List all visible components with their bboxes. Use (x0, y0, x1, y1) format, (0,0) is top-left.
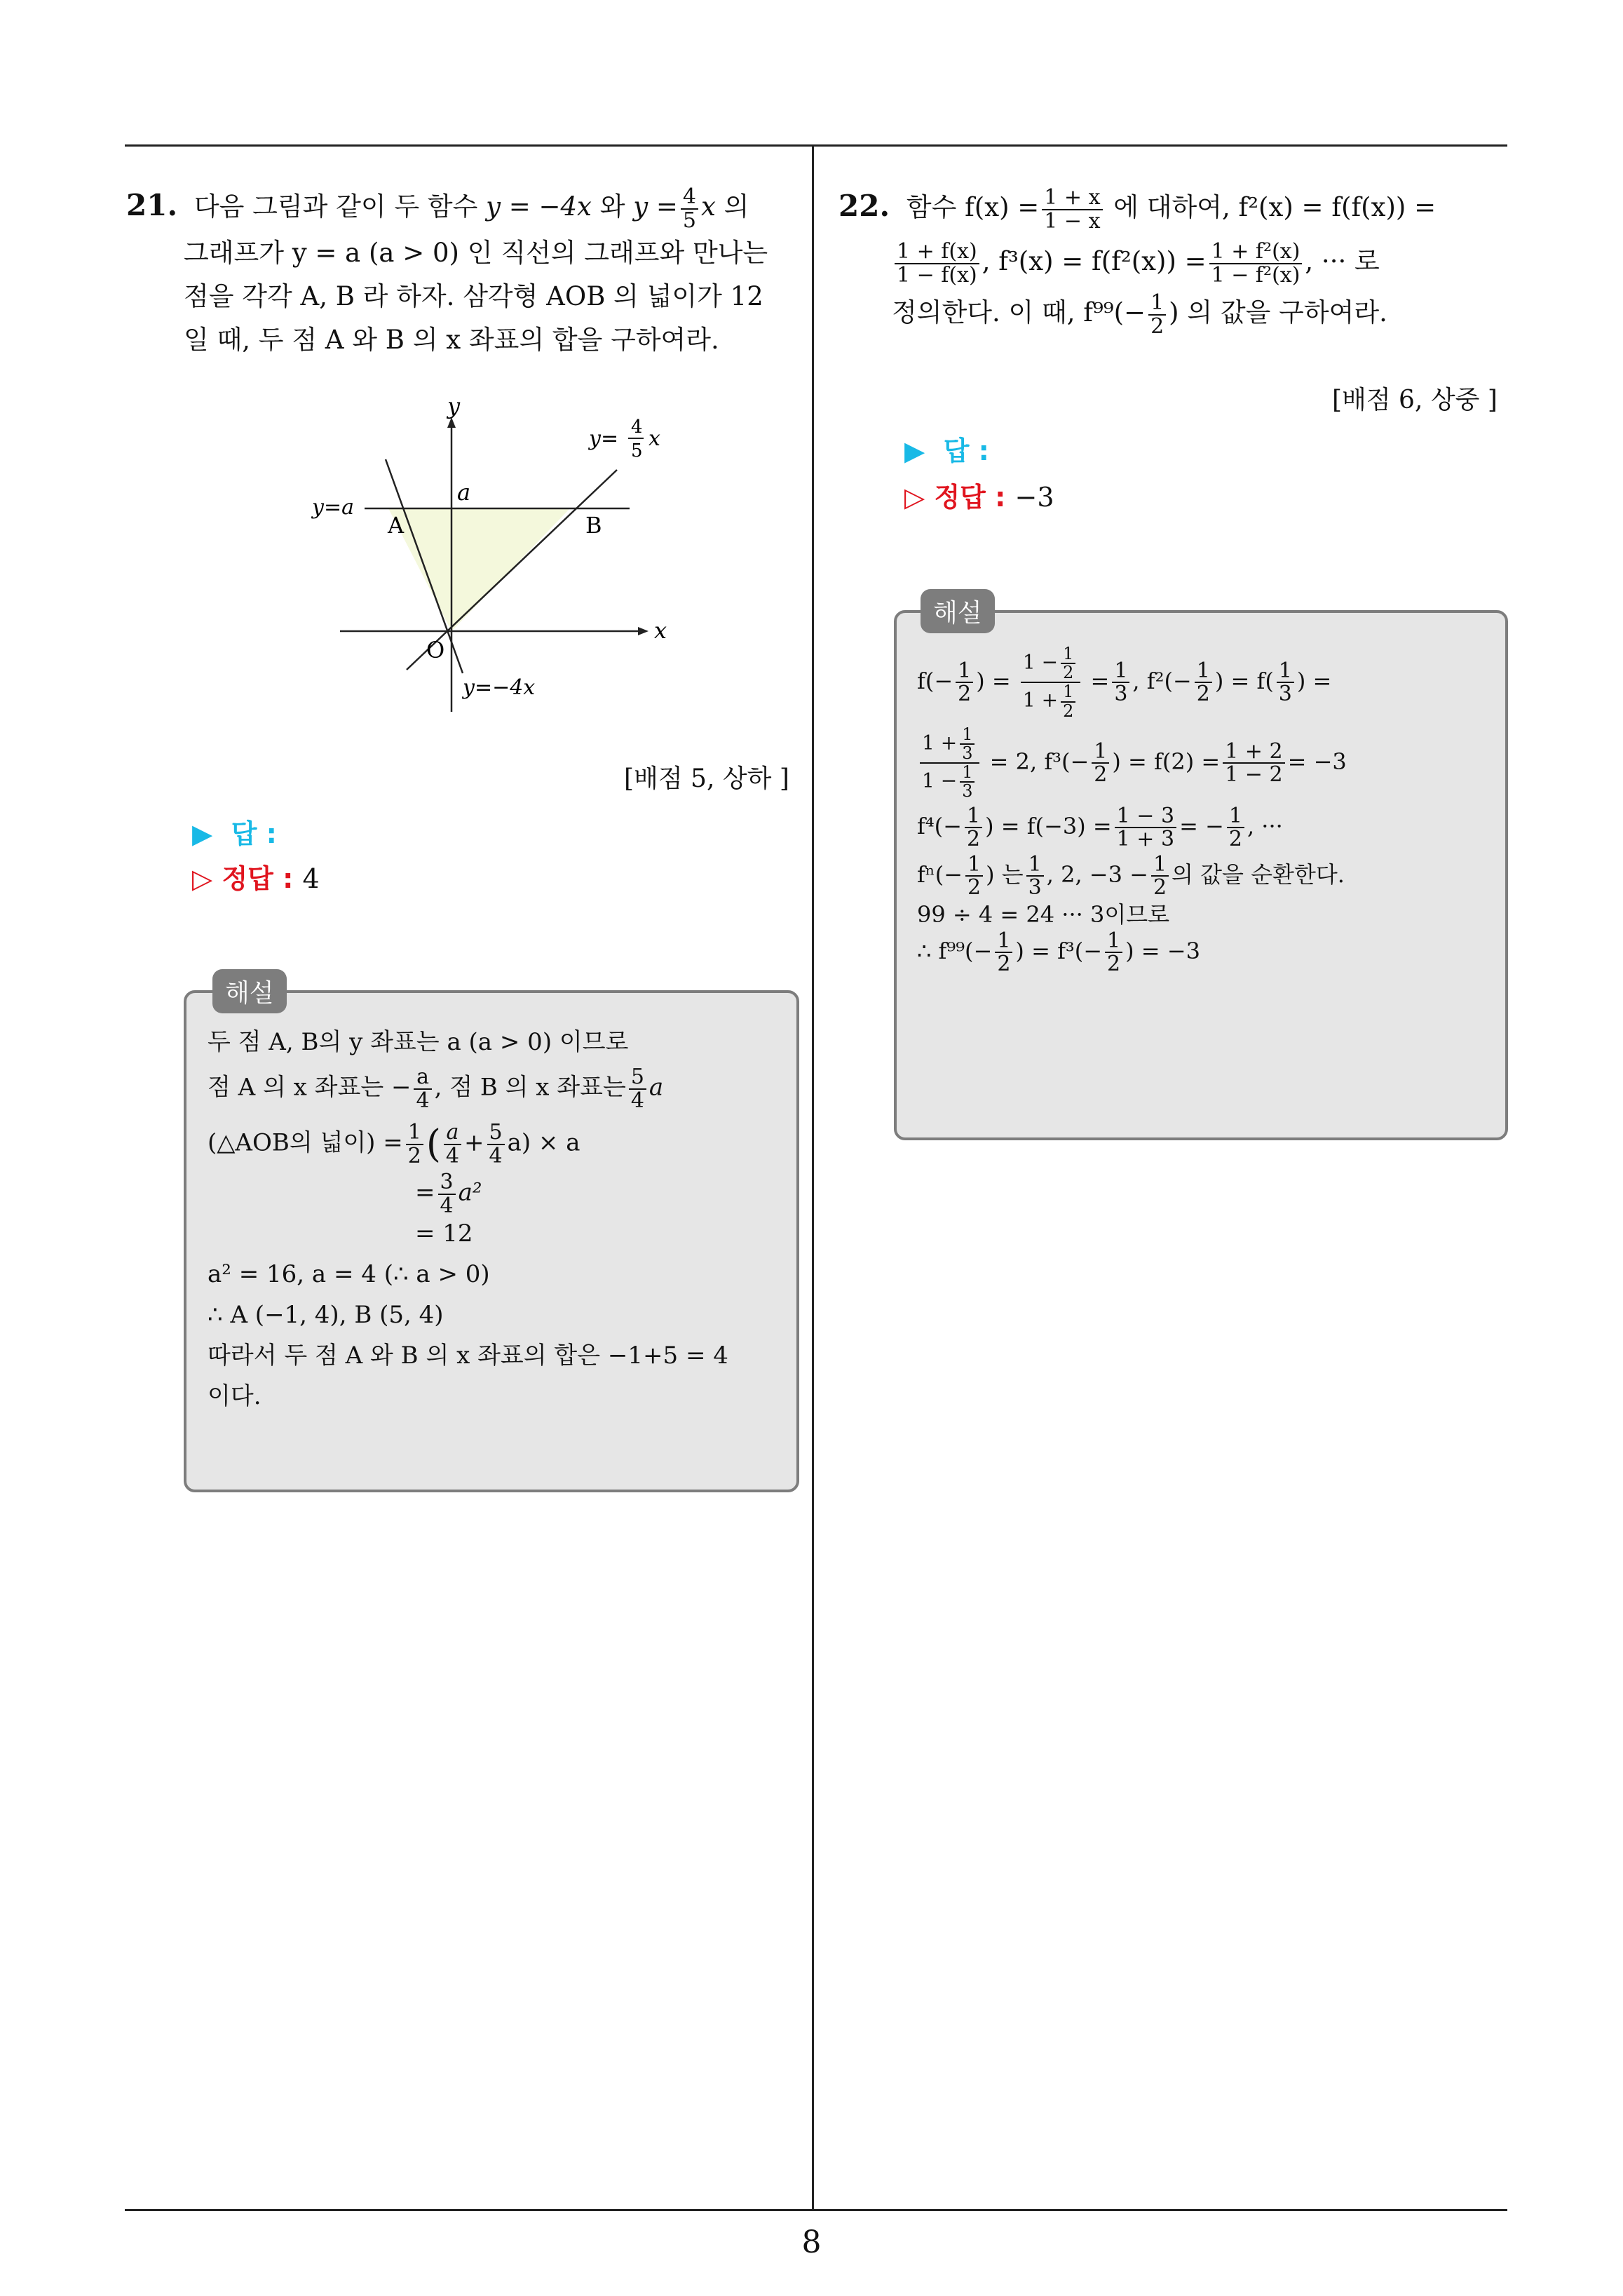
play-outline-icon: ▷ (904, 482, 925, 513)
q21-solution-tag: 해설 (212, 969, 287, 1013)
q22-text (838, 184, 1512, 337)
q21-correct-value: 4 (302, 863, 320, 894)
q22-line3: 정의한다. 이 때, f⁹⁹(− $\frac{1}{2}$ ) 의 값을 구하여라. (892, 290, 1387, 339)
q22-answer-row: ▶ 답 : (904, 435, 989, 466)
q22-correct-row: ▷ 정답 : −3 (904, 482, 1054, 513)
q21-solution-text: 두 점 A, B의 y 좌표는 a (a > 0) 이므로 점 A 의 x 좌표는 − $\frac{a}{4}$ , 점 B 의 x 좌표는 $\frac{5}{4}$ a (△AOB의 넓이) = $\frac{1}{2}$ ( $\frac{a}{4}$ + $\frac{5}{4}$ a) × a = $\frac{3}{4}$ a² = 12 a² = 16, a = 4 (∴ a > 0) ∴ A (−1, 4), B (5, 4) 따라서 두 점 A 와 B 의 x 좌표의 합은 −1+5 = 4 이다. (208, 1028, 728, 1410)
graph-line-45-label-right: x (648, 426, 660, 451)
graph-point-a: A (388, 512, 405, 539)
graph-line-45-frac-den: 5 (631, 440, 643, 461)
q22-score: [배점 6, 상중 ] (1332, 386, 1498, 414)
q21-correct-row: ▷ 정답 : 4 (192, 863, 320, 894)
page-number: 8 (801, 2224, 822, 2260)
q21-frac-4-5: $\frac{4}{5}$ (681, 186, 698, 231)
q22-line2: $\frac{1 + f(x)}{1 - f(x)}$ , f³(x) = f(f²(x)) = $\frac{\text{1 + f²(x)}}{\text{1 − f²(x)}}$ , ··· 로 (838, 239, 1512, 286)
bottom-rule (125, 2209, 1507, 2211)
q22-solution-text: f(− $\frac{1}{2}$ ) = 1 − $\frac{1}{2}$ 1 + $\frac{1}{2}$ = $\frac{1}{3}$ , f²(− $\frac{1}{2}$ ) = f( $\frac{1}{3}$ ) = 1 + $\frac{1}{3}$ 1 − $\frac{1}{3}$ = 2, f³(− $\frac{1}{2}$ ) = f(2) = $\frac{1 + 2}{1 - 2}$ = −3 f⁴(− $\frac{1}{2}$ ) = f(−3) = $\frac{1 - 3}{1 + 3}$ = − $\frac{1}{2}$ , ··· fⁿ(− $\frac{1}{2}$ ) 는 $\frac{1}{3}$ , 2, −3 − $\frac{1}{2}$ 의 값을 순환한다. 99 ÷ 4 = 24 ··· 3이므로 ∴ f⁹⁹(− $\frac{1}{2}$ ) = f³(− $\frac{1}{2}$ ) = −3 (917, 644, 1347, 976)
q21-answer-row: ▶ 답 : (192, 818, 277, 849)
play-icon: ▶ (904, 435, 925, 466)
q21-line4: 일 때, 두 점 A 와 B 의 x 좌표의 합을 구하여라. (184, 325, 719, 355)
column-divider (812, 146, 814, 2210)
graph-ya-label: y=a (312, 495, 354, 520)
x-axis-arrow (638, 627, 648, 635)
graph-m4x-label: y=−4x (463, 675, 536, 700)
q21-text (126, 184, 799, 362)
q21-line3: 점을 각각 A, B 라 하자. 삼각형 AOB 의 넓이가 12 (184, 281, 763, 311)
q21-number: 21. (126, 188, 178, 222)
top-rule (125, 144, 1507, 147)
triangle-aob-shade (388, 508, 570, 631)
q22-solution-tag: 해설 (921, 589, 995, 633)
q21-graph (294, 389, 687, 726)
graph-point-b: B (585, 512, 602, 539)
graph-a-label: a (457, 479, 471, 506)
q21-score: [배점 5, 상하 ] (624, 764, 789, 793)
graph-x-label: x (654, 617, 667, 644)
graph-line-45-frac-num: 4 (631, 417, 643, 438)
graph-y-label: y (447, 393, 461, 419)
q21-line2: 그래프가 y = a (a > 0) 인 직선의 그래프와 만나는 (184, 238, 768, 268)
graph-line-45-label-left: y= (589, 426, 619, 451)
graph-origin-label: O (426, 637, 445, 663)
q22-line1: 22. 함수 f(x) = $\frac{1 + x}{1 - x}$ 에 대하여, f²(x) = f(f(x)) = (838, 185, 1437, 234)
q21-line1: 21. 다음 그림과 같이 두 함수 y = −4x 와 y = $\frac{4}{5}$ x 의 (126, 184, 749, 233)
q22-correct-value: −3 (1014, 482, 1054, 513)
q22-number: 22. (838, 189, 890, 223)
play-outline-icon: ▷ (192, 863, 213, 894)
play-icon: ▶ (192, 818, 213, 849)
